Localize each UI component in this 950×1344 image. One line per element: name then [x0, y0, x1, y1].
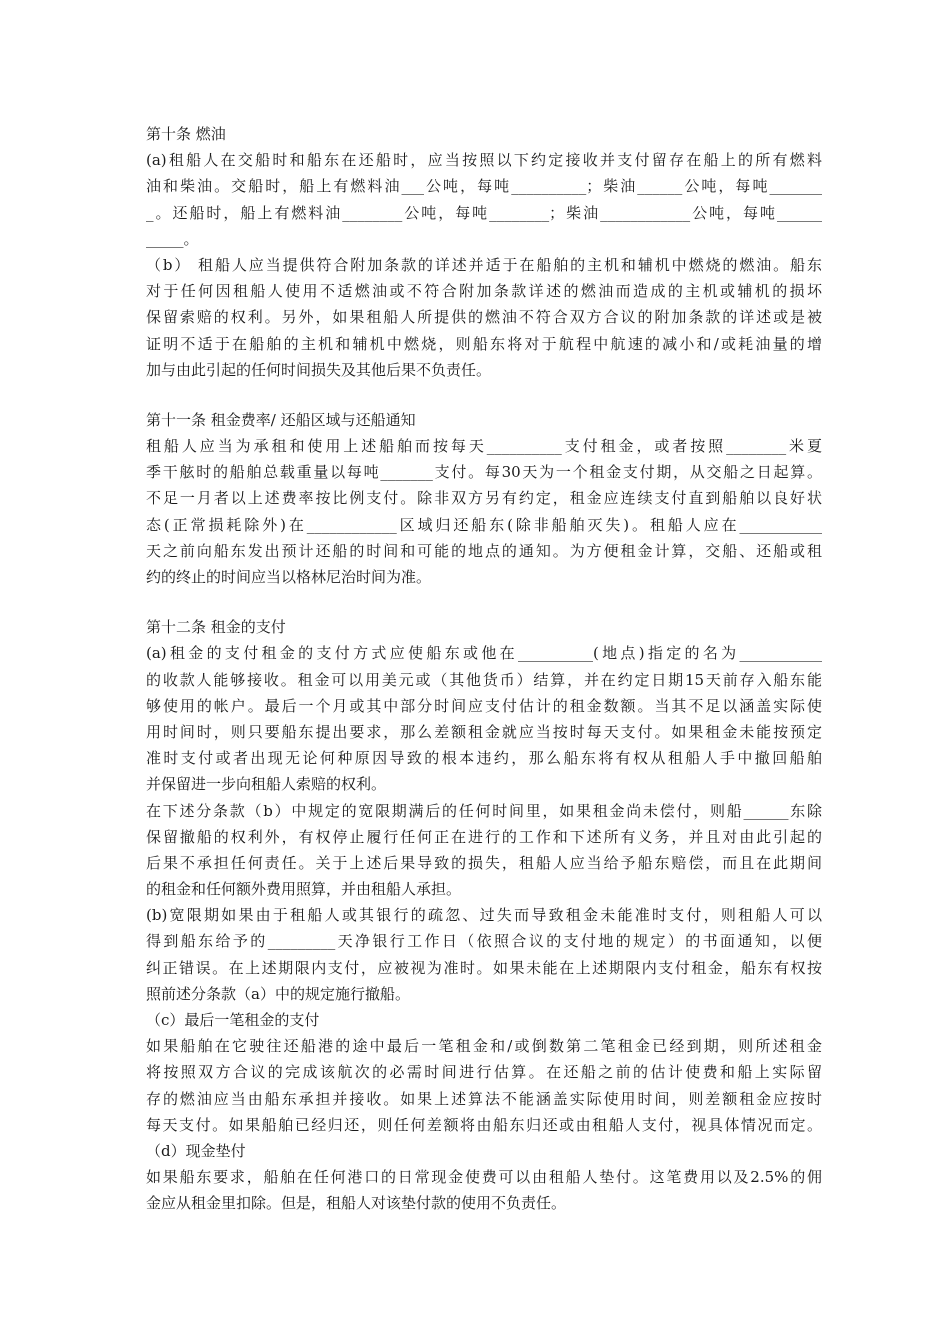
text-line: 每天支付。如果船舶已经归还，则任何差额将由船东归还或由租船人支付，视具体情况而定。 [146, 1115, 822, 1134]
text-line: 的收款人能够接收。租金可以用美元或（其他货币）结算，并在约定日期15天前存入船东能 [146, 670, 822, 689]
text-line: （c）最后一笔租金的支付 [146, 1011, 320, 1029]
text-line: 天之前向船东发出预计还船的时间和可能的地点的通知。为方便租金计算，交船、还船或租 [146, 541, 822, 560]
text-line: 对于任何因租船人使用不适燃油或不符合附加条款详述的燃油而造成的主机或辅机的损坏 [146, 282, 822, 301]
text-line: 租船人应当为承租和使用上述船舶而按每天__________支付租金，或者按照________米夏 [146, 437, 822, 456]
text-line: 油和柴油。交船时，船上有燃料油___公吨，每吨__________；柴油______公吨，每吨_______ [146, 177, 822, 196]
text-line: 约的终止的时间应当以格林尼治时间为准。 [146, 568, 432, 586]
text-line: （b） 租船人应当提供符合附加条款的详述并适于在船舶的主机和辅机中燃烧的燃油。船东 [146, 255, 822, 274]
text-line: 并保留进一步向租船人索赔的权利。 [146, 775, 387, 794]
text-line: _。还船时，船上有燃料油________公吨，每吨________；柴油____________公吨，每吨______ [146, 203, 822, 222]
section-spacer [146, 590, 822, 614]
section-heading: 第十条 燃油 [146, 125, 226, 143]
text-line: 保留索赔的权利。另外，如果租船人所提供的燃油不符合双方合议的附加条款的详述或是被 [146, 308, 822, 327]
text-line: 够使用的帐户。最后一个月或其中部分时间应支付估计的租金数额。当其不足以涵盖实际使 [146, 696, 822, 715]
text-line: 保留撤船的权利外，有权停止履行任何正在进行的工作和下述所有义务，并且对由此引起的 [146, 827, 822, 846]
text-line: 得到船东给予的_________天净银行工作日（依照合议的支付地的规定）的书面通知，以便 [146, 932, 822, 951]
text-line: 的租金和任何额外费用照算，并由租船人承担。 [146, 880, 462, 899]
text-line: 存的燃油应当由船东承担并接收。如果上述算法不能涵盖实际使用时间，则差额租金应按时 [146, 1089, 822, 1108]
text-line: 照前述分条款（a）中的规定施行撤船。 [146, 984, 410, 1003]
text-line: 在下述分条款（b）中规定的宽限期满后的任何时间里，如果租金尚未偿付，则船______东除 [146, 801, 822, 820]
text-line: (a)租船人在交船时和船东在还船时，应当按照以下约定接收并支付留存在船上的所有燃料 [146, 151, 822, 170]
text-line: 后果不承担任何责任。关于上述后果导致的损失，租船人应当给予船东赔偿，而且在此期间 [146, 853, 822, 872]
text-line: 态(正常损耗除外)在____________区域归还船东(除非船舶灭失)。租船人应在___________ [146, 515, 822, 534]
text-line: (b)宽限期如果由于租船人或其银行的疏忽、过失而导致租金未能准时支付，则租船人可以 [146, 906, 822, 925]
text-line: 准时支付或者出现无论何种原因导致的根本违约，那么船东将有权从租船人手中撤回船舶 [146, 749, 822, 768]
text-line: _____。 [146, 229, 199, 248]
text-line: 不足一月者以上述费率按比例支付。除非双方另有约定，租金应连续支付直到船舶以良好状 [146, 489, 822, 508]
text-line: (a)租金的支付租金的支付方式应使船东或他在__________(地点)指定的名为___________ [146, 644, 822, 663]
section-spacer [146, 383, 822, 407]
text-line: 如果船东要求，船舶在任何港口的日常现金使费可以由租船人垫付。这笔费用以及2.5%的佣 [146, 1168, 822, 1187]
text-line: 纠正错误。在上述期限内支付，应被视为准时。如果未能在上述期限内支付租金，船东有权按 [146, 958, 822, 977]
text-line: 如果船舶在它驶往还船港的途中最后一笔租金和/或倒数第二笔租金已经到期，则所述租金 [146, 1037, 822, 1056]
text-line: （d）现金垫付 [146, 1141, 246, 1160]
section-heading: 第十二条 租金的支付 [146, 618, 286, 637]
text-line: 用时间时，则只要船东提出要求，那么差额租金就应当按时每天支付。如果租金未能按预定 [146, 722, 822, 741]
text-line: 将按照双方合议的完成该航次的必需时间进行估算。在还船之前的估计使费和船上实际留 [146, 1063, 822, 1082]
text-line: 证明不适于在船舶的主机和辅机中燃烧，则船东将对于航程中航速的减小和/或耗油量的增 [146, 334, 822, 353]
document-page [146, 121, 822, 1217]
text-line: 金应从租金里扣除。但是，租船人对该垫付款的使用不负责任。 [146, 1194, 567, 1213]
section-heading: 第十一条 租金费率/ 还船区域与还船通知 [146, 410, 416, 429]
text-line: 加与由此引起的任何时间损失及其他后果不负责任。 [146, 360, 492, 379]
text-line: 季干舷时的船舶总载重量以每吨_______支付。每30天为一个租金支付期，从交船之日起算。 [146, 463, 822, 482]
